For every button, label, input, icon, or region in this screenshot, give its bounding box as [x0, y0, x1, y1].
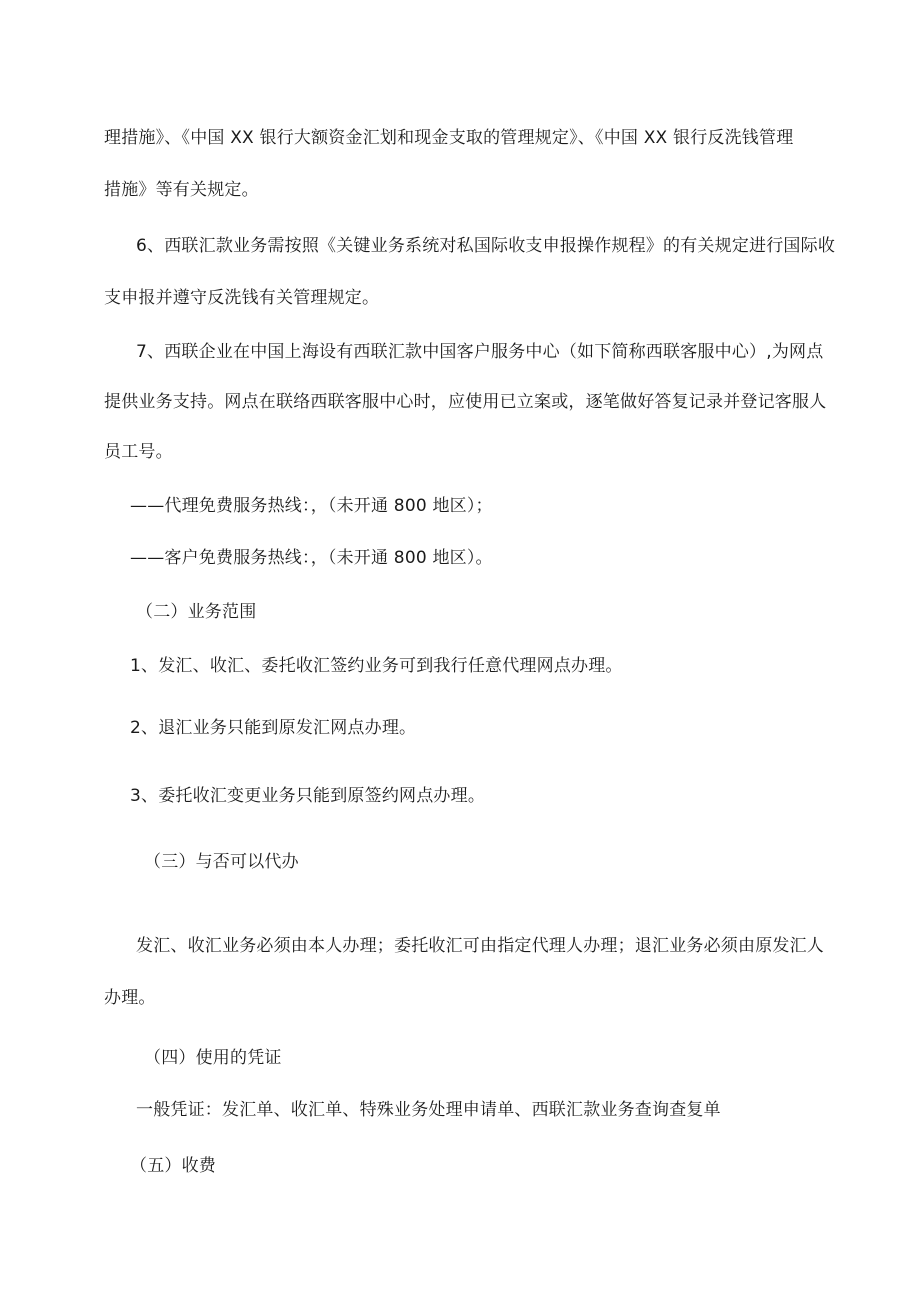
paragraph-line: 支申报并遵守反洗钱有关管理规定。 — [104, 288, 380, 308]
list-item: 1、发汇、收汇、委托收汇签约业务可到我行任意代理网点办理。 — [130, 656, 623, 676]
hotline-line: ——代理免费服务热线：，（未开通 800 地区）； — [130, 496, 493, 516]
list-item: 2、退汇业务只能到原发汇网点办理。 — [130, 718, 417, 738]
section-heading: （五）收费 — [130, 1156, 216, 1176]
paragraph-line: 7、西联企业在中国上海设有西联汇款中国客户服务中心（如下简称西联客服中心）,为网点 — [136, 342, 824, 362]
list-item: 3、委托收汇变更业务只能到原签约网点办理。 — [130, 786, 486, 806]
paragraph-line: 理措施》、《中国 XX 银行大额资金汇划和现金支取的管理规定》、《中国 XX 银行反洗钱管理 — [104, 128, 794, 148]
section-heading: （二）业务范围 — [136, 602, 257, 622]
section-heading: （四）使用的凭证 — [144, 1048, 282, 1068]
paragraph-line: 措施》等有关规定。 — [104, 180, 259, 200]
paragraph-line: 办理。 — [104, 988, 156, 1008]
section-heading: （三）与否可以代办 — [144, 852, 299, 872]
hotline-line: ——客户免费服务热线：，（未开通 800 地区）。 — [130, 548, 493, 568]
paragraph-line: 员工号。 — [104, 442, 173, 462]
paragraph-line: 一般凭证：发汇单、收汇单、特殊业务处理申请单、西联汇款业务查询查复单 — [136, 1100, 721, 1120]
paragraph-line: 提供业务支持。网点在联络西联客服中心时，应使用已立案或，逐笔做好答复记录并登记客服人 — [104, 392, 827, 412]
paragraph-line: 6、西联汇款业务需按照《关键业务系统对私国际收支申报操作规程》的有关规定进行国际收 — [136, 236, 836, 256]
paragraph-line: 发汇、收汇业务必须由本人办理；委托收汇可由指定代理人办理；退汇业务必须由原发汇人 — [136, 936, 824, 956]
